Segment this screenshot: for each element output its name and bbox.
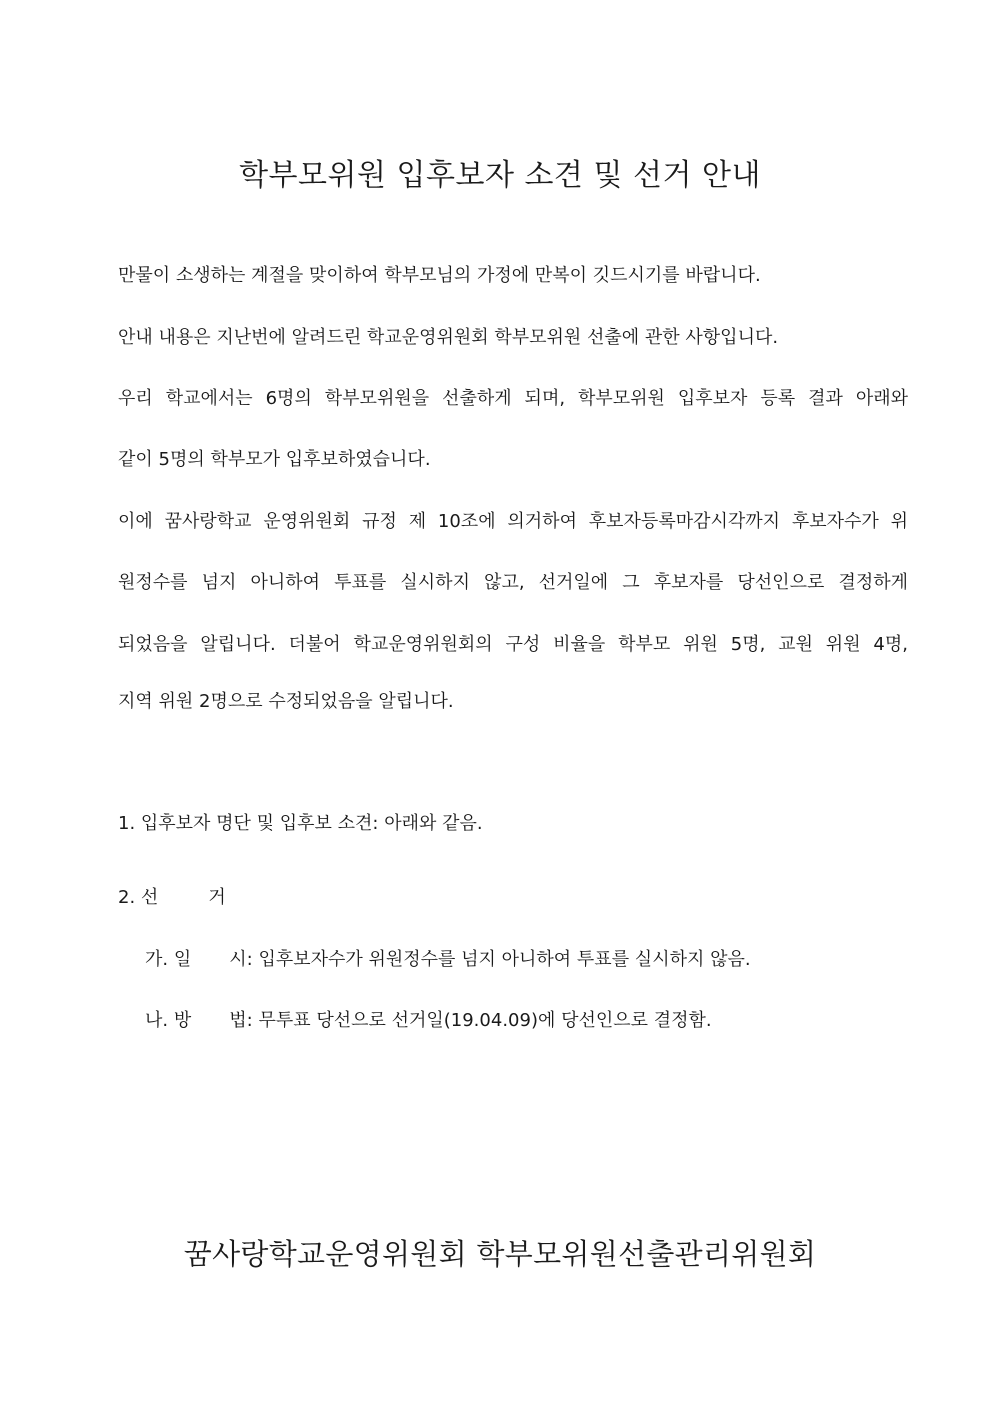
list-item-election (118, 886, 226, 910)
list-item-candidates: 1. 입후보자 명단 및 입후보 소견: 아래와 같음. (118, 813, 483, 834)
signature-committee: 꿈사랑학교운영위원회 학부모위원선출관리위원회 (183, 1237, 817, 1271)
sub-item-label-first: 방 (173, 1010, 192, 1031)
sub-item-label-second: 시: (229, 949, 253, 970)
sub-item-label-second: 법: (229, 1010, 253, 1031)
paragraph-line: 같이 5명의 학부모가 입후보하였습니다. (118, 449, 431, 470)
sub-item-marker: 나. (145, 1010, 169, 1031)
paragraph-line: 이에 꿈사랑학교 운영위원회 규정 제 10조에 의거하여 후보자등록마감시각까지 후보자수가 위 (118, 511, 908, 532)
document-title: 학부모위원 입후보자 소견 및 선거 안내 (239, 158, 761, 193)
item-label-second: 거 (208, 887, 226, 908)
sub-item-method (145, 1009, 712, 1033)
paragraph-line: 만물이 소생하는 계절을 맞이하여 학부모님의 가정에 만복이 깃드시기를 바랍니다. (118, 265, 761, 286)
paragraph-line: 안내 내용은 지난번에 알려드린 학교운영위원회 학부모위원 선출에 관한 사항입니다. (118, 327, 779, 348)
sub-item-date (145, 948, 751, 972)
sub-item-text: 입후보자수가 위원정수를 넘지 아니하여 투표를 실시하지 않음. (258, 949, 751, 970)
paragraph-line: 지역 위원 2명으로 수정되었음을 알립니다. (118, 691, 454, 712)
sub-item-text: 무투표 당선으로 선거일(19.04.09)에 당선인으로 결정함. (258, 1010, 712, 1031)
paragraph-line: 원정수를 넘지 아니하여 투표를 실시하지 않고, 선거일에 그 후보자를 당선인으로 결정하게 (118, 572, 908, 593)
paragraph-line: 우리 학교에서는 6명의 학부모위원을 선출하게 되며, 학부모위원 입후보자 등록 결과 아래와 (118, 388, 908, 409)
item-label-first: 선 (140, 887, 159, 908)
sub-item-label-first: 일 (173, 949, 192, 970)
paragraph-line: 되었음을 알립니다. 더불어 학교운영위원회의 구성 비율을 학부모 위원 5명, 교원 위원 4명, (118, 634, 908, 655)
sub-item-marker: 가. (145, 949, 169, 970)
item-number: 2. (118, 887, 136, 908)
